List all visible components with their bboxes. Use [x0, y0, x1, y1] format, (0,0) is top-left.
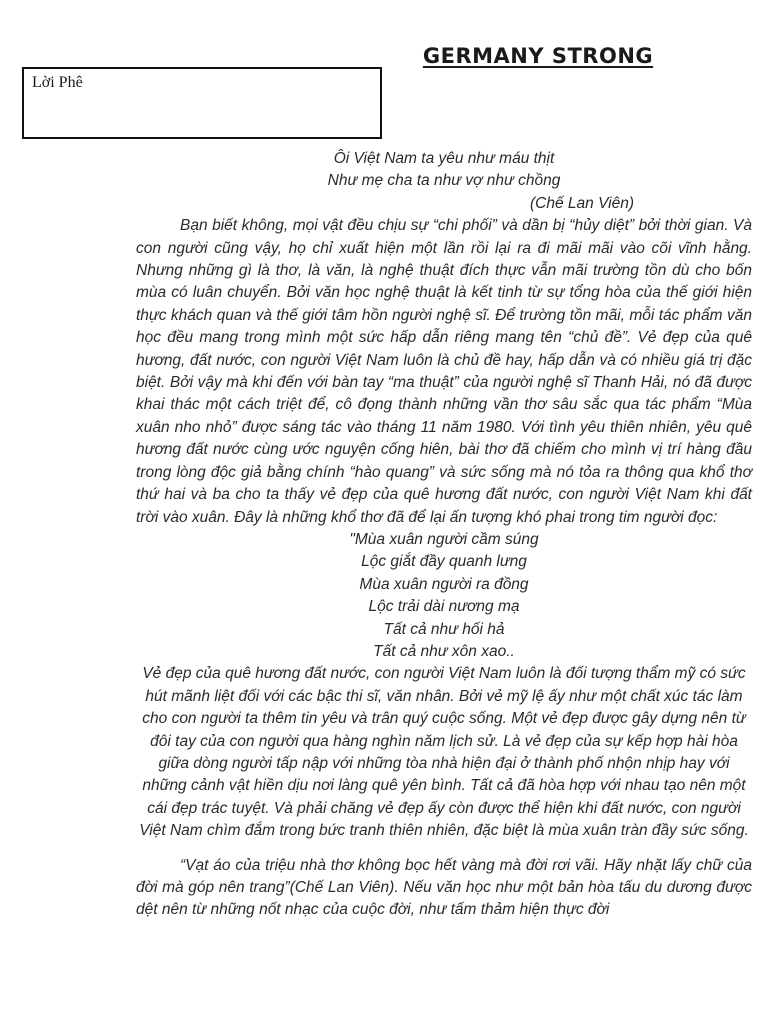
- epigraph-line: Ôi Việt Nam ta yêu như máu thịt: [333, 150, 555, 167]
- page-title: GERMANY STRONG: [422, 44, 654, 68]
- essay-paragraph-quote: “Vạt áo của triệu nhà thơ không bọc hết vàng mà đời rơi vãi. Hãy nhặt lấy chữ của đời mà góp nên trang”(Chế Lan Viên). Nếu văn học như một bản hòa tấu du dương được dệt nên từ những nốt nhạc của cuộc đời, như tấm thảm hiện thực đời: [136, 856, 752, 919]
- epigraph-line: Như mẹ cha ta như vợ như chồng: [327, 172, 561, 190]
- poem-line: "Mùa xuân người cầm súng: [349, 530, 539, 548]
- poem-line: Tất cả như hối hả: [383, 620, 505, 638]
- essay-body: [136, 148, 752, 922]
- poem-line: Lộc trải dài nương mạ: [368, 598, 520, 616]
- essay-paragraph-beauty: Vẻ đẹp của quê hương đất nước, con người Việt Nam luôn là đối tượng thẩm mỹ có sức hút mãnh liệt đối với các bậc thi sĩ, văn nhân. Bởi vẻ mỹ lệ ấy như một chất xúc tác làm cho con người ta thêm tin yêu và trân quý cuộc sống. Một vẻ đẹp được gây dựng nên từ đôi tay của con người qua hàng nghìn năm lịch sử. Là vẻ đẹp của sự kếp hợp hài hòa giữa dòng người tấp nập với những tòa nhà hiện đại ở thành phố nhộn nhịp hay với những cảnh vật hiền dịu nơi làng quê yên bình. Tất cả đã hòa hợp với nhau tạo nên một cái đẹp trác tuyệt. Và phải chăng vẻ đẹp ấy còn được thể hiện khi đất nước, con người Việt Nam chìm đắm trong bức tranh thiên nhiên, đặc biệt là mùa xuân tràn đầy sức sống.: [139, 665, 749, 840]
- poem-line: Mùa xuân người ra đồng: [359, 575, 529, 593]
- epigraph-attribution: (Chế Lan Viên): [530, 194, 634, 212]
- comment-box-label: Lời Phê: [32, 74, 83, 91]
- poem-line: Lộc giắt đầy quanh lưng: [361, 553, 527, 571]
- poem-line: Tất cả như xôn xao..: [373, 642, 515, 660]
- epigraph: [136, 148, 752, 215]
- essay-paragraph-intro: Bạn biết không, mọi vật đều chịu sự “chi phối” và dần bị “hủy diệt” bởi thời gian. Và con người cũng vậy, họ chỉ xuất hiện một lần rồi lại ra đi mãi mãi vào cõi vĩnh hằng. Nhưng những gì là thơ, là văn, là nghệ thuật đích thực vẫn mãi trường tồn dù cho bốn mùa có luân chuyển. Bởi văn học nghệ thuật là kết tinh từ sự tổng hòa của thế giới hiện thực khách quan và thế giới tâm hồn người nghệ sĩ. Để trường tồn mãi, mỗi tác phẩm văn học đều mang trong mình một sức hấp dẫn riêng mang tên “chủ đề”. Vẻ đẹp của quê hương, đất nước, con người Việt Nam luôn là chủ đề hay, hấp dẫn và có nhiều giá trị đặc biệt. Bởi vậy mà khi đến với bàn tay “ma thuật” của người nghệ sĩ Thanh Hải, nó đã được khai thác một cách triệt để, cô đọng thành những vần thơ sâu sắc qua tác phẩm “Mùa xuân nho nhỏ” được sáng tác vào tháng 11 năm 1980. Với tình yêu thiên nhiên, yêu quê hương đất nước cùng ước nguyện cống hiên, bài thơ đã chiếm cho mình vị trí hàng đầu trong lòng độc giả bằng chính “hào quang” và sức sống mà nó tỏa ra thông qua khổ thơ thứ hai và ba cho ta thấy vẻ đẹp của quê hương đất nước, con người Việt Nam khi đất trời vào xuân. Đây là những khổ thơ đã để lại ấn tượng khó phai trong tim người đọc:: [136, 217, 752, 526]
- teacher-comment-box: [22, 67, 382, 139]
- poem-excerpt: [136, 529, 752, 663]
